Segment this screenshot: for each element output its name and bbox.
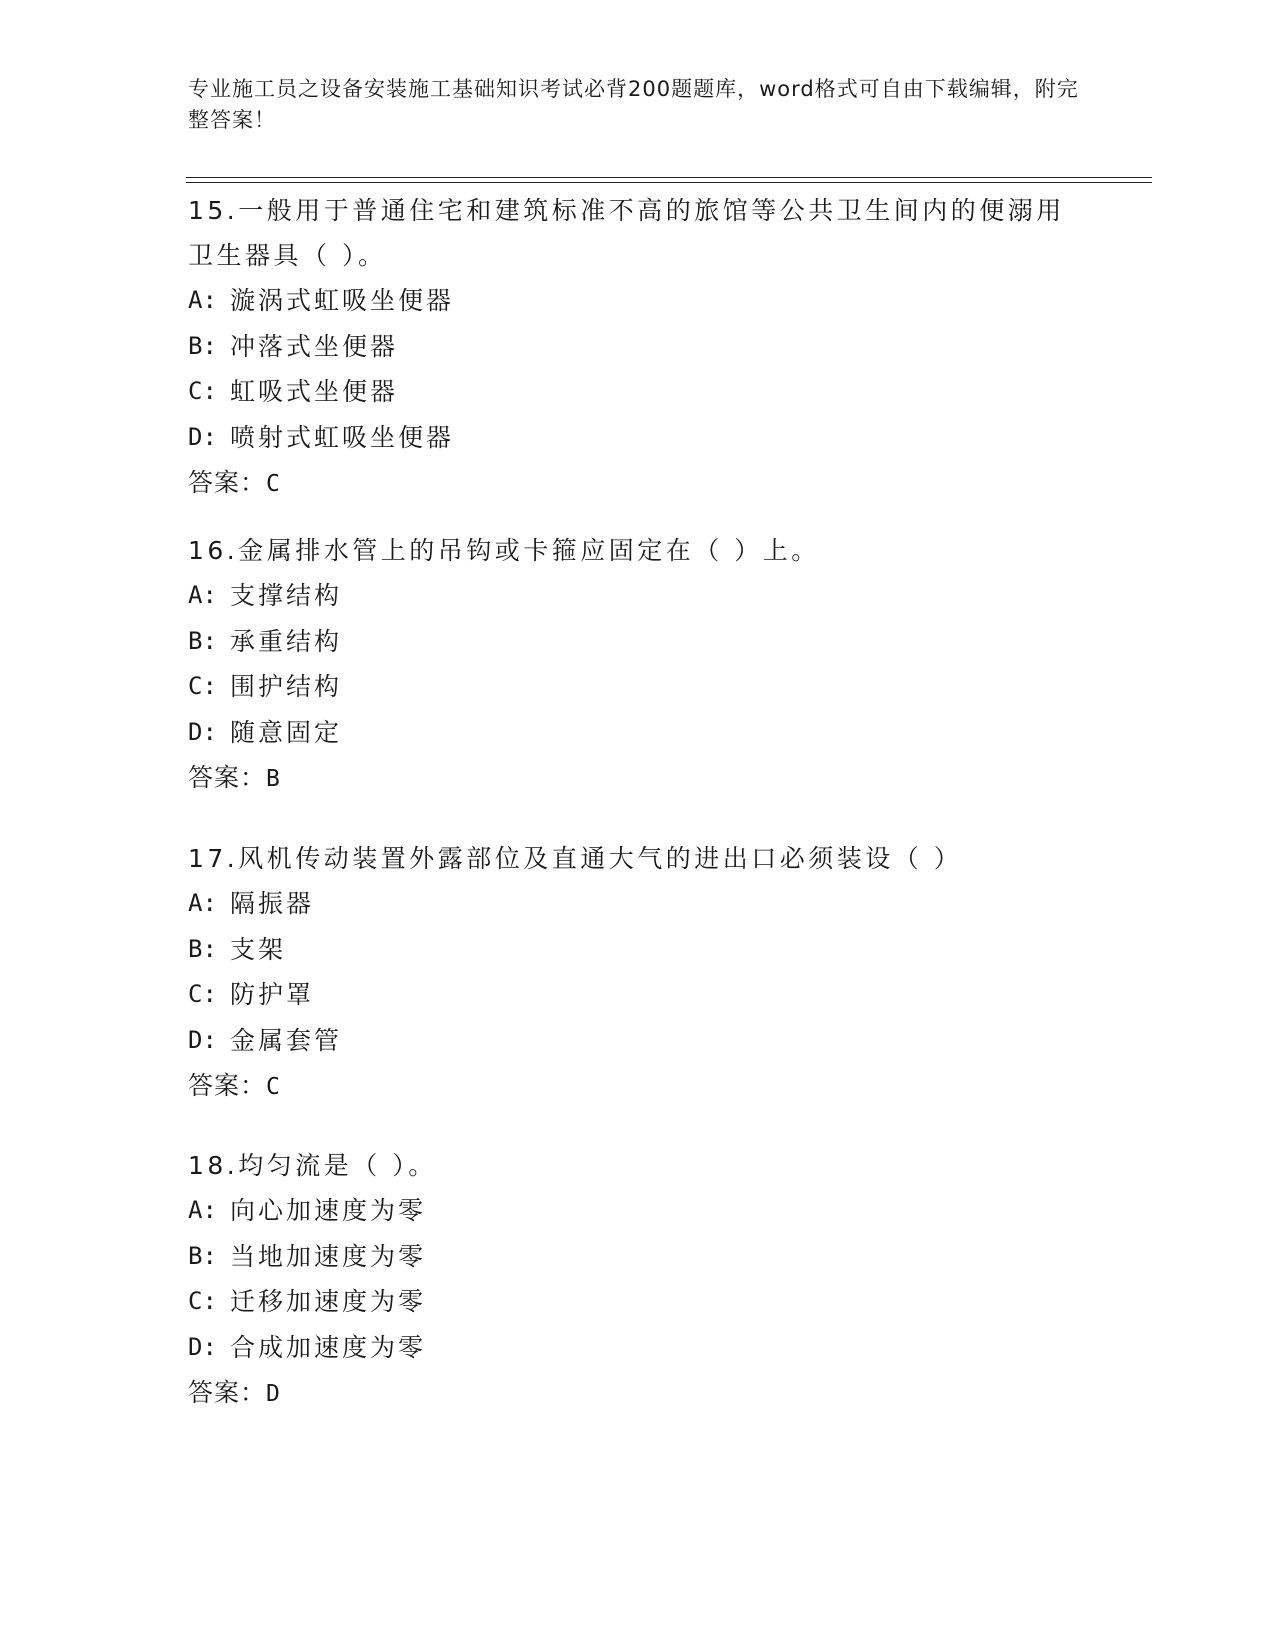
option-text: 支架 [230, 934, 287, 964]
option-b [188, 619, 1088, 665]
option-c [188, 1279, 1088, 1325]
option-text: 防护罩 [230, 980, 315, 1009]
answer-label: 答案： [188, 1378, 267, 1407]
answer-line [188, 755, 1088, 802]
header-divider-top [186, 177, 1152, 178]
option-text: 迁移加速度为零 [230, 1287, 427, 1316]
option-letter: B: [188, 331, 217, 360]
option-letter: B: [188, 626, 217, 655]
option-c [188, 664, 1088, 710]
answer-label: 答案： [188, 1071, 267, 1100]
option-letter: D: [188, 1025, 217, 1054]
answer-label: 答案： [188, 468, 267, 497]
answer-line [188, 1063, 1088, 1110]
option-text: 漩涡式虹吸坐便器 [230, 286, 455, 315]
option-letter: D: [188, 422, 217, 451]
option-text: 向心加速度为零 [230, 1196, 427, 1225]
option-letter: A: [188, 889, 217, 917]
answer-line [188, 1370, 1088, 1417]
option-c [188, 972, 1088, 1018]
question-18 [188, 1143, 1088, 1417]
option-text: 隔振器 [230, 889, 315, 918]
answer-value: B [266, 766, 281, 792]
question-stem: 16.金属排水管上的吊钩或卡箍应固定在（ ）上。 [188, 536, 820, 565]
answer-label: 答案： [188, 763, 267, 792]
option-letter: C: [188, 980, 217, 1008]
option-letter: B: [188, 934, 217, 963]
option-text: 合成加速度为零 [230, 1332, 427, 1362]
option-a [188, 573, 1088, 619]
question-stem: 18.均匀流是（ ）。 [188, 1151, 437, 1180]
question-stem: 17.风机传动装置外露部位及直通大气的进出口必须装设（ ） [188, 844, 963, 873]
question-stem: 15.一般用于普通住宅和建筑标准不高的旅馆等公共卫生间内的便溺用卫生器具（ ）。 [188, 196, 1065, 270]
option-letter: C: [188, 1287, 217, 1315]
option-b [188, 927, 1088, 973]
option-d [188, 1325, 1088, 1371]
option-letter: A: [188, 581, 217, 609]
option-letter: D: [188, 717, 217, 746]
option-letter: A: [188, 1196, 217, 1224]
option-a [188, 881, 1088, 927]
option-d [188, 1018, 1088, 1064]
option-a [188, 278, 1088, 324]
answer-value: C [266, 471, 281, 497]
answer-value: C [266, 1074, 281, 1100]
option-text: 金属套管 [230, 1025, 343, 1055]
question-15 [188, 188, 1088, 507]
option-letter: C: [188, 377, 217, 405]
option-text: 喷射式虹吸坐便器 [230, 422, 455, 452]
option-c [188, 369, 1088, 415]
option-letter: D: [188, 1332, 217, 1361]
option-text: 承重结构 [230, 626, 343, 656]
option-text: 随意固定 [230, 717, 343, 747]
answer-line [188, 460, 1088, 507]
option-text: 支撑结构 [230, 581, 343, 610]
answer-value: D [266, 1381, 281, 1407]
option-b [188, 1234, 1088, 1280]
option-a [188, 1188, 1088, 1234]
option-text: 冲落式坐便器 [230, 331, 399, 361]
question-16 [188, 528, 1088, 802]
document-header: 专业施工员之设备安装施工基础知识考试必背200题题库，word格式可自由下载编辑，附完整答案！ [188, 77, 1079, 132]
option-b [188, 324, 1088, 370]
question-17 [188, 836, 1088, 1110]
option-text: 围护结构 [230, 672, 343, 701]
option-d [188, 710, 1088, 756]
option-d [188, 415, 1088, 461]
option-text: 当地加速度为零 [230, 1241, 427, 1271]
option-letter: C: [188, 672, 217, 700]
header-divider-bottom [186, 182, 1152, 183]
option-text: 虹吸式坐便器 [230, 377, 399, 406]
option-letter: B: [188, 1241, 217, 1270]
option-letter: A: [188, 286, 217, 314]
